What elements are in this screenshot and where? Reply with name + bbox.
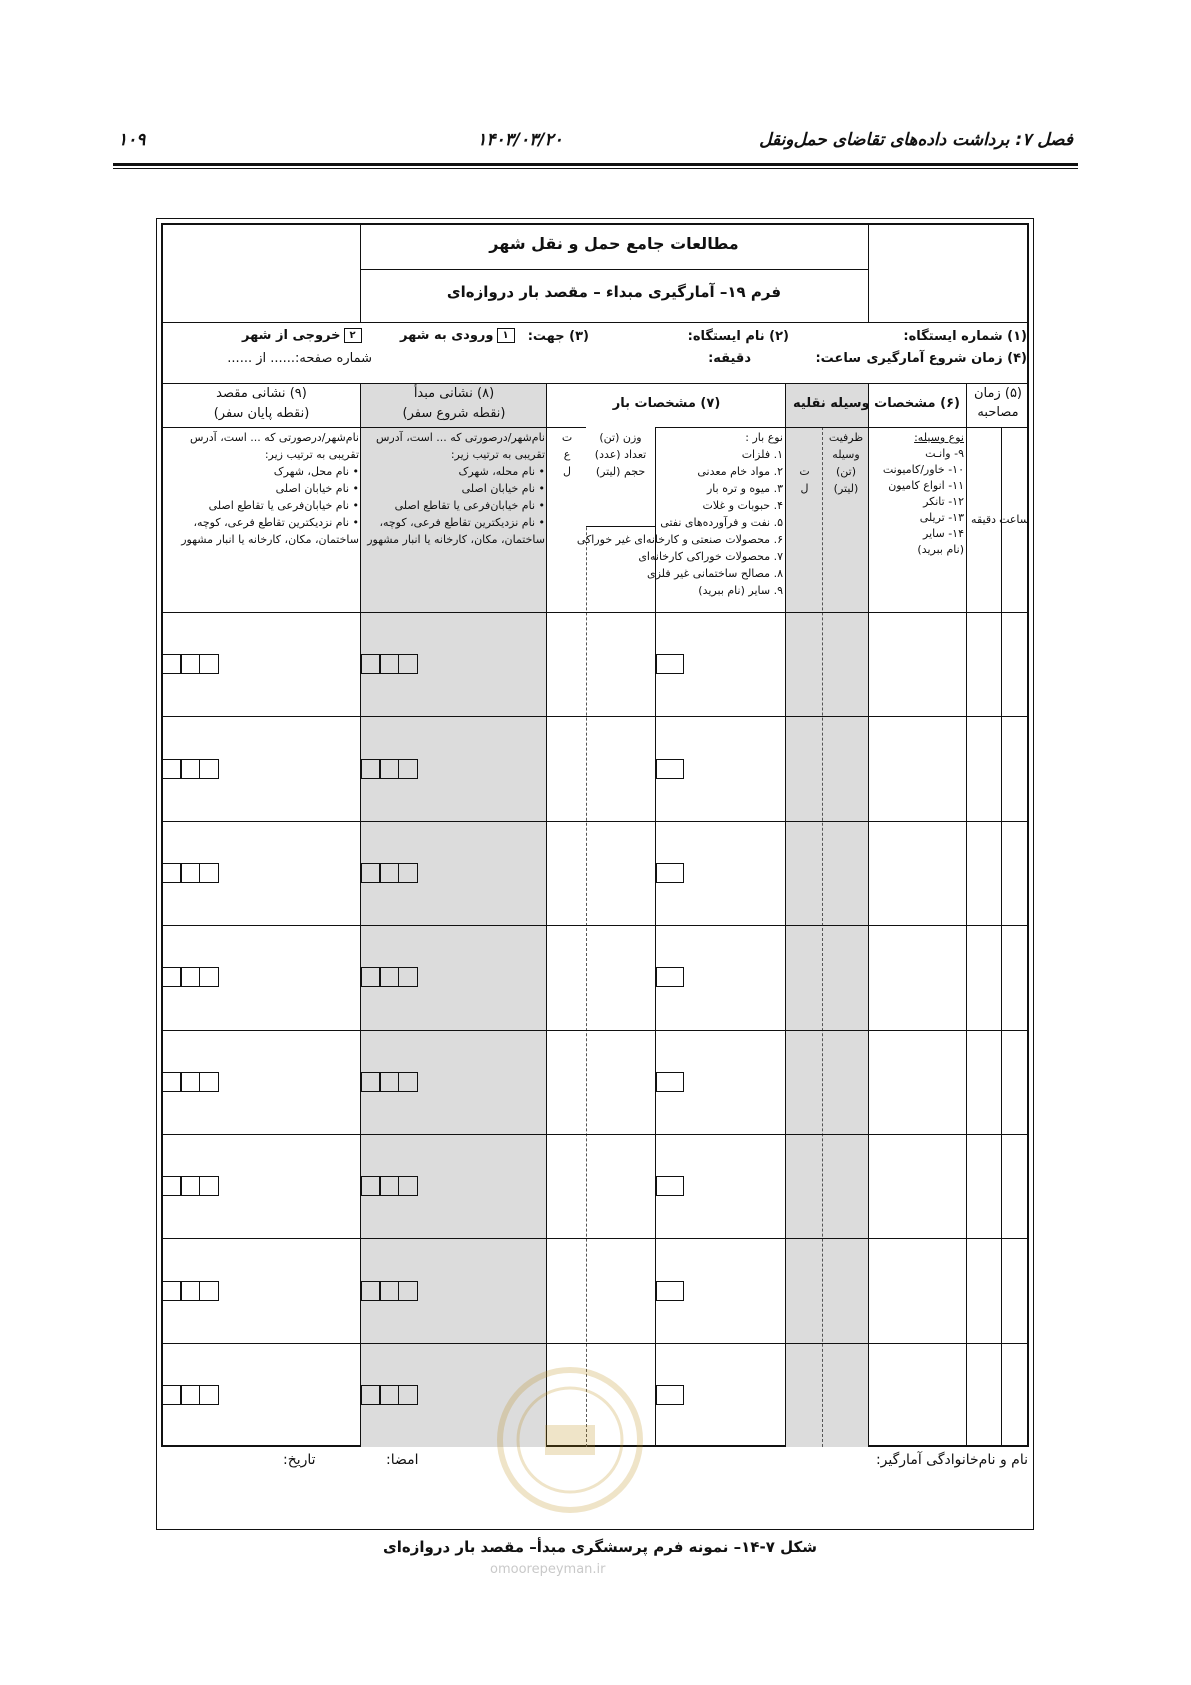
code-digit-box[interactable] bbox=[379, 654, 399, 674]
row-divider bbox=[161, 821, 1029, 822]
code-digit-box[interactable] bbox=[199, 1385, 219, 1405]
signature-label: امضا: bbox=[386, 1452, 419, 1468]
code-digit-box[interactable] bbox=[361, 1385, 381, 1405]
start-minute-label: دقیقه: bbox=[708, 351, 751, 366]
code-digit-box[interactable] bbox=[361, 1072, 381, 1092]
code-digit-box[interactable] bbox=[162, 654, 182, 674]
code-digit-box[interactable] bbox=[398, 967, 418, 987]
cargo-type-code-box[interactable] bbox=[656, 967, 684, 987]
page-number: ۱۰۹ bbox=[118, 130, 146, 150]
cargo-type-code-box[interactable] bbox=[656, 1072, 684, 1092]
interview-minute-label: دقیقه bbox=[971, 513, 996, 526]
cargo-type-item: ۴. حبوبات و غلات bbox=[702, 499, 783, 512]
code-digit-box[interactable] bbox=[180, 1281, 200, 1301]
code-digit-box[interactable] bbox=[199, 1281, 219, 1301]
cargo-type-item: ۵. نفت و فرآورده‌های نفتی bbox=[660, 516, 783, 529]
direction-in-box[interactable]: ۱ bbox=[497, 328, 515, 343]
direction-out-box[interactable]: ۲ bbox=[344, 328, 362, 343]
cargo-type-code-box[interactable] bbox=[656, 654, 684, 674]
vehicle-type-item: (نام ببرید) bbox=[917, 543, 964, 556]
destination-code-boxes[interactable] bbox=[163, 654, 219, 674]
cargo-type-code-box[interactable] bbox=[656, 1281, 684, 1301]
date-label: تاریخ: bbox=[283, 1452, 316, 1468]
figure-caption: شکل ۷-۱۴– نمونه فرم پرسشگری مبدأ– مقصد بار دروازه‌ای bbox=[383, 1538, 817, 1556]
start-time-label: (۴) زمان شروع آمارگیری bbox=[866, 351, 1027, 366]
code-digit-box[interactable] bbox=[379, 1072, 399, 1092]
code-digit-box[interactable] bbox=[162, 1072, 182, 1092]
direction-in-option[interactable] bbox=[400, 328, 518, 343]
station-name-label: (۲) نام ایستگاه: bbox=[687, 329, 789, 344]
code-digit-box[interactable] bbox=[180, 759, 200, 779]
destination-code-boxes[interactable] bbox=[163, 759, 219, 779]
code-digit-box[interactable] bbox=[199, 759, 219, 779]
interview-hour-label: ساعت bbox=[999, 513, 1029, 526]
origin-code-boxes[interactable] bbox=[362, 1385, 418, 1405]
code-digit-box[interactable] bbox=[398, 1176, 418, 1196]
code-digit-box[interactable] bbox=[361, 863, 381, 883]
col-origin-subheader: (نقطه شروع سفر) bbox=[402, 406, 506, 421]
code-digit-box[interactable] bbox=[398, 759, 418, 779]
code-digit-box[interactable] bbox=[361, 759, 381, 779]
col-destination-header: (۹) نشانی مقصد bbox=[216, 386, 307, 401]
direction-out-option[interactable] bbox=[242, 328, 365, 343]
row-divider bbox=[161, 925, 1029, 926]
publisher-seal-watermark bbox=[490, 1330, 650, 1530]
code-digit-box[interactable] bbox=[199, 1072, 219, 1092]
origin-code-boxes[interactable] bbox=[362, 1176, 418, 1196]
start-hour-label: ساعت: bbox=[815, 351, 861, 366]
cargo-type-item: ۳. میوه و تره بار bbox=[707, 482, 783, 495]
cargo-type-code-box[interactable] bbox=[656, 1385, 684, 1405]
row-divider bbox=[161, 1134, 1029, 1135]
destination-code-boxes[interactable] bbox=[163, 1281, 219, 1301]
code-digit-box[interactable] bbox=[162, 967, 182, 987]
code-digit-box[interactable] bbox=[361, 654, 381, 674]
code-digit-box[interactable] bbox=[180, 863, 200, 883]
vehicle-unit-shade bbox=[785, 384, 868, 1447]
header-date: ۱۴۰۳/۰۳/۲۰ bbox=[477, 130, 563, 150]
cargo-type-code-box[interactable] bbox=[656, 863, 684, 883]
code-digit-box[interactable] bbox=[162, 1281, 182, 1301]
origin-code-boxes[interactable] bbox=[362, 1072, 418, 1092]
row-divider bbox=[161, 1030, 1029, 1031]
code-digit-box[interactable] bbox=[398, 863, 418, 883]
code-digit-box[interactable] bbox=[162, 863, 182, 883]
vehicle-type-item: ۹- وانـت bbox=[925, 447, 964, 460]
code-digit-box[interactable] bbox=[180, 1385, 200, 1405]
cargo-type-item: ۸. مصالح ساختمانی غیر فلزی bbox=[647, 567, 783, 580]
code-digit-box[interactable] bbox=[361, 967, 381, 987]
col-destination-subheader: (نقطه پایان سفر) bbox=[213, 406, 310, 421]
cargo-type-head: نوع بار : bbox=[745, 431, 783, 444]
vehicle-type-item: ۱۴- سایر bbox=[923, 527, 964, 540]
direction-out-label: خروجی از شهر bbox=[242, 328, 341, 343]
vehicle-type-item: ۱۰- خاور/کامیونت bbox=[882, 463, 964, 476]
cargo-type-item: ۷. محصولات خوراکی کارخانه‌ای bbox=[638, 550, 783, 563]
code-digit-box[interactable] bbox=[379, 1385, 399, 1405]
cargo-type-code-box[interactable] bbox=[656, 1176, 684, 1196]
origin-code-boxes[interactable] bbox=[362, 1281, 418, 1301]
code-digit-box[interactable] bbox=[398, 1072, 418, 1092]
direction-label: (۳) جهت: bbox=[527, 329, 589, 344]
code-digit-box[interactable] bbox=[162, 1385, 182, 1405]
surveyor-name-label: نام و نام‌خانوادگی آمارگیر: bbox=[875, 1452, 1028, 1468]
cargo-type-code-box[interactable] bbox=[656, 759, 684, 779]
code-digit-box[interactable] bbox=[398, 654, 418, 674]
code-digit-box[interactable] bbox=[379, 1176, 399, 1196]
code-digit-box[interactable] bbox=[379, 863, 399, 883]
header-rule bbox=[113, 163, 1078, 166]
cargo-quantity-box: وزن (تن) تعداد (عدد) حجم (لیتر) bbox=[586, 427, 655, 527]
code-digit-box[interactable] bbox=[361, 1176, 381, 1196]
col-interview-time-header: (۵) زمان مصاحبه bbox=[973, 386, 1022, 420]
cargo-type-item: ۹. سایر (نام ببرید) bbox=[698, 584, 783, 597]
origin-code-boxes[interactable] bbox=[362, 654, 418, 674]
cargo-type-item: ۶. محصولات صنعتی و کارخانه‌ای غیر خوراکی bbox=[576, 533, 783, 546]
destination-code-boxes[interactable] bbox=[163, 1385, 219, 1405]
col-cargo-header: (۷) مشخصات بار bbox=[612, 396, 721, 411]
code-digit-box[interactable] bbox=[180, 967, 200, 987]
page-counter: شماره صفحه:...... از ...... bbox=[227, 351, 372, 366]
code-digit-box[interactable] bbox=[398, 1385, 418, 1405]
station-number-label: (۱) شماره ایستگاه: bbox=[903, 329, 1027, 344]
chapter-title: فصل ۷: برداشت داده‌های تقاضای حمل‌ونقل bbox=[759, 130, 1073, 150]
watermark-url: omoorepeyman.ir bbox=[490, 1562, 606, 1577]
origin-code-boxes[interactable] bbox=[362, 863, 418, 883]
col-origin-header: (۸) نشانی مبدأ bbox=[413, 386, 495, 401]
destination-code-boxes[interactable] bbox=[163, 863, 219, 883]
direction-in-label: ورودی به شهر bbox=[400, 328, 494, 343]
destination-code-boxes[interactable] bbox=[163, 1072, 219, 1092]
code-digit-box[interactable] bbox=[162, 759, 182, 779]
code-digit-box[interactable] bbox=[361, 1281, 381, 1301]
code-digit-box[interactable] bbox=[180, 1072, 200, 1092]
vehicle-type-item: ۱۲- تانکر bbox=[923, 495, 964, 508]
row-divider bbox=[161, 612, 1029, 613]
code-digit-box[interactable] bbox=[379, 759, 399, 779]
code-digit-box[interactable] bbox=[180, 654, 200, 674]
code-digit-box[interactable] bbox=[199, 654, 219, 674]
code-digit-box[interactable] bbox=[398, 1281, 418, 1301]
code-digit-box[interactable] bbox=[199, 967, 219, 987]
cargo-type-item: ۱. فلزات bbox=[741, 448, 783, 461]
code-digit-box[interactable] bbox=[379, 967, 399, 987]
row-divider bbox=[161, 716, 1029, 717]
row-divider bbox=[161, 1238, 1029, 1239]
code-digit-box[interactable] bbox=[180, 1176, 200, 1196]
code-digit-box[interactable] bbox=[199, 863, 219, 883]
code-digit-box[interactable] bbox=[162, 1176, 182, 1196]
cargo-type-item: ۲. مواد خام معدنی bbox=[697, 465, 783, 478]
code-digit-box[interactable] bbox=[379, 1281, 399, 1301]
header-rule-thin bbox=[113, 168, 1078, 169]
vehicle-type-item: ۱۱- انواع کامیون bbox=[888, 479, 964, 492]
destination-code-boxes[interactable] bbox=[163, 1176, 219, 1196]
origin-code-boxes[interactable] bbox=[362, 759, 418, 779]
origin-code-boxes[interactable] bbox=[362, 967, 418, 987]
vehicle-type-head: نوع وسیله: bbox=[914, 431, 964, 444]
form-title: فرم ۱۹– آمارگیری مبداء – مقصد بار دروازه‌ای bbox=[446, 283, 782, 301]
destination-code-boxes[interactable] bbox=[163, 967, 219, 987]
col-vehicle-header: (۶) مشخصات وسیله نقلیه bbox=[793, 396, 960, 411]
code-digit-box[interactable] bbox=[199, 1176, 219, 1196]
vehicle-type-item: ۱۳- تریلی bbox=[919, 511, 964, 524]
study-title: مطالعات جامع حمل و نقل شهر bbox=[489, 234, 739, 253]
